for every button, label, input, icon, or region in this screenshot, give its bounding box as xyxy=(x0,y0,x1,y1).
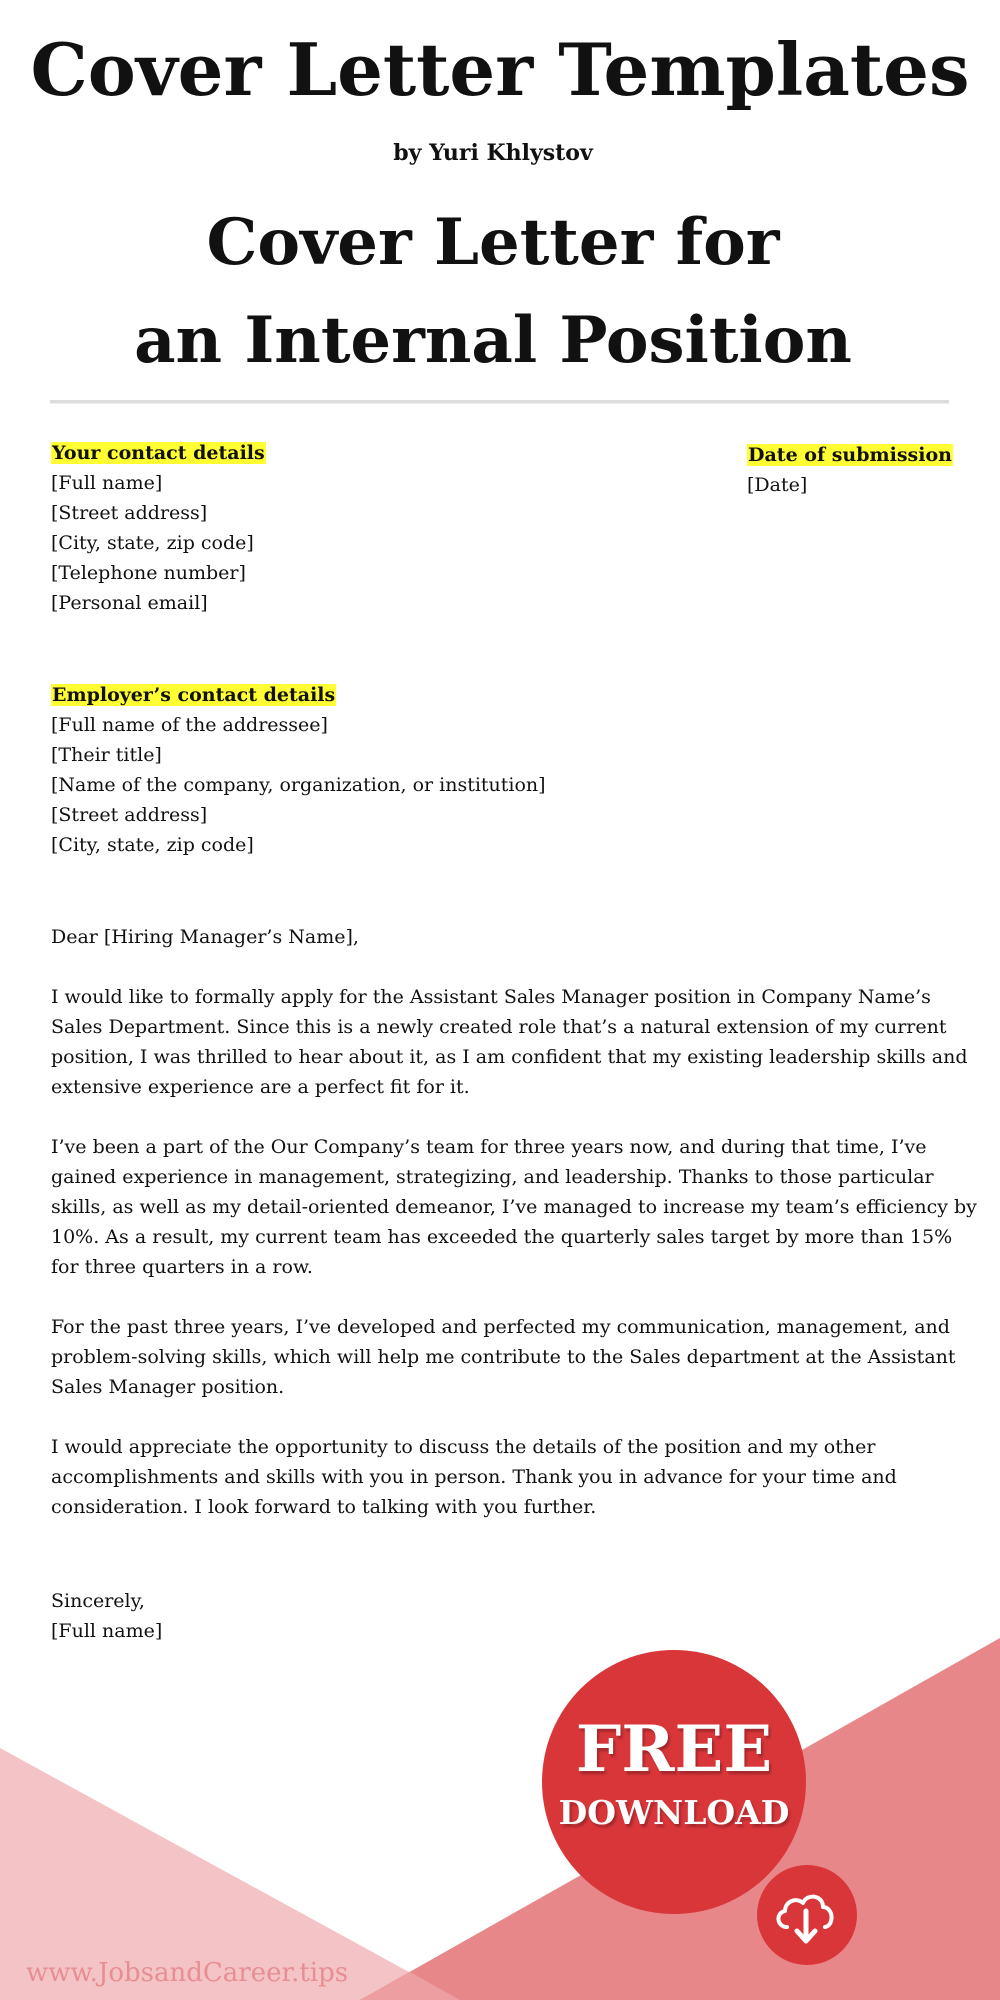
signoff xyxy=(51,1586,162,1646)
employer-line: [City, state, zip code] xyxy=(51,834,254,856)
sender-heading: Your contact details xyxy=(52,442,265,464)
letter-paragraph: I’ve been a part of the Our Company’s team for three years now, and during that time, I’ve gained experience in management, strategizing, and leadership. Thanks to those particular skills, as well as my detail-oriented demeanor, I’ve managed to increase my team’s efficiency by 10%. As a result, my current team has exceeded the quarterly sales target by more than 15% for three quarters in a row. xyxy=(51,1136,977,1278)
cloud-download-icon xyxy=(757,1865,857,1965)
sender-line: [Street address] xyxy=(51,502,208,524)
free-label: FREE xyxy=(575,1712,773,1787)
letter-paragraph: For the past three years, I’ve developed and perfected my communication, management, and problem-solving skills, which will help me contribute to the Sales department at the Assistant Sales Manager position. xyxy=(51,1316,956,1398)
signature: [Full name] xyxy=(51,1620,163,1642)
date-heading: Date of submission xyxy=(748,444,952,466)
divider xyxy=(50,400,949,404)
employer-line: [Street address] xyxy=(51,804,208,826)
employer-line: [Name of the company, organization, or institution] xyxy=(51,774,546,796)
website-link[interactable]: www.JobsandCareer.tips xyxy=(26,1958,349,1988)
download-label: DOWNLOAD xyxy=(558,1793,790,1832)
letter-paragraph: I would appreciate the opportunity to discuss the details of the position and my other accomplishments and skills with you in person. Thank you in advance for your time and consideration. I look forward to talking with you further. xyxy=(51,1436,897,1518)
sender-line: [Full name] xyxy=(51,472,163,494)
date-block xyxy=(747,440,953,500)
sender-line: [City, state, zip code] xyxy=(51,532,254,554)
sender-line: [Personal email] xyxy=(51,592,208,614)
author-byline: by Yuri Khlystov xyxy=(393,140,593,166)
sender-contact-block xyxy=(51,438,266,618)
page-title: Cover Letter Templates xyxy=(30,27,970,112)
document-title xyxy=(0,194,986,390)
sender-line: [Telephone number] xyxy=(51,562,246,584)
date-value: [Date] xyxy=(747,474,808,496)
employer-line: [Full name of the addressee] xyxy=(51,714,328,736)
document-title-line-1: Cover Letter for xyxy=(206,205,780,280)
employer-contact-block xyxy=(51,680,546,860)
download-button[interactable] xyxy=(757,1865,857,1965)
letter-paragraph: I would like to formally apply for the Assistant Sales Manager position in Company Name’s Sales Department. Since this is a newly created role that’s a natural extension of my current position, I was thrilled to hear about it, as I am confident that my existing leadership skills and extensive experience are a perfect fit for it. xyxy=(51,986,968,1098)
letter-body xyxy=(51,922,981,1552)
employer-line: [Their title] xyxy=(51,744,162,766)
employer-heading: Employer’s contact details xyxy=(52,684,336,706)
salutation: Dear [Hiring Manager’s Name], xyxy=(51,926,359,948)
document-title-line-2: an Internal Position xyxy=(134,303,852,378)
closing: Sincerely, xyxy=(51,1590,145,1612)
